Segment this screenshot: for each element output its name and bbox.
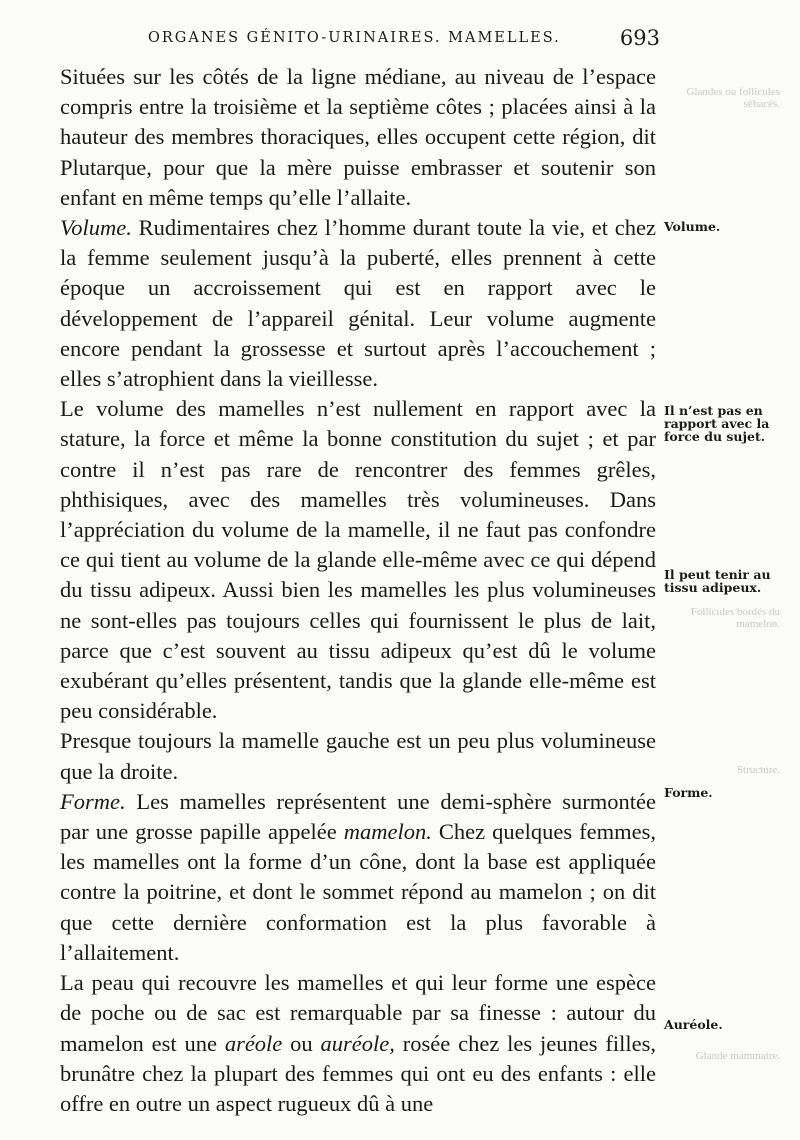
section-lead-forme: Forme. <box>60 788 126 814</box>
paragraph-text: Situées sur les côtés de la ligne médiane, au niveau de l’espace compris entre la troisième et la septième côtes ; placées ainsi à la hauteur des membres thoraciques, elles occupent cette région, dit Plutarque, pour que la mère puisse embrasser et soutenir son enfant en même temps qu’elle l’allaite. <box>60 64 656 210</box>
margin-note-adipeux: Il peut tenir au tissu adipeux. <box>664 567 771 595</box>
paragraph-text-after: Chez quelques femmes, les mamelles ont la forme d’un cône, dont la base est appliquée contre la poitrine, et dont le sommet répond au mamelon ; on dit que cette dernière conformation est la plus favorable à l’allaitement. <box>60 819 656 965</box>
paragraph-situation <box>60 62 656 213</box>
paragraph-text-mid: ou <box>282 1030 321 1056</box>
term-areole: aréole <box>224 1030 283 1056</box>
bleed-through-text: Follicules bordés du mamelon. <box>690 606 780 630</box>
page-number: 693 <box>619 26 660 50</box>
section-lead-volume: Volume. <box>60 215 132 241</box>
bleed-through-text: Glande mammaire. <box>695 1050 780 1062</box>
term-aureole: auréole, <box>320 1030 395 1056</box>
margin-note-areole: Auréole. <box>664 1017 723 1032</box>
paragraph-text-after: rosée chez les jeunes filles, brunâtre chez la plupart des femmes qui ont eu des enfants : elle offre en outre un aspect rugueux dû à une <box>60 1030 656 1116</box>
paragraph-forme <box>60 787 656 968</box>
paragraph-left-breast <box>60 726 656 786</box>
margin-note-rapport: Il n’est pas en rapport avec la force du sujet. <box>664 403 770 444</box>
margin-note-volume: Volume. <box>664 219 721 234</box>
paragraph-volume-stature <box>60 394 656 726</box>
running-title: ORGANES GÉNITO-URINAIRES. MAMELLES. <box>148 30 561 46</box>
paragraph-text: Rudimentaires chez l’homme durant toute la vie, et chez la femme seulement jusqu’à la puberté, elles prennent à cette époque un accroissement qui est en rapport avec le développement de l’appareil génital. Leur volume augmente encore pendant la grossesse et surtout après l’accouchement ; elles s’atrophient dans la vieillesse. <box>60 215 656 392</box>
margin-note-forme: Forme. <box>664 785 713 800</box>
paragraph-text: Les mamelles représentent une demi-sphère surmontée par une grosse papille appelée <box>60 788 656 845</box>
bleed-through-text: Glandes ou follicules sébacés. <box>686 86 780 110</box>
paragraph-text: Le volume des mamelles n’est nullement en rapport avec la stature, la force et même la bonne constitution du sujet ; et par contre il n’est pas rare de rencontrer des femmes grêles, phthisiques, avec des mamelles très volumineuses. Dans l’appréciation du volume de la mamelle, il ne faut pas confondre ce qui tient au volume de la glande elle-même avec ce qui dépend du tissu adipeux. Aussi bien les mamelles les plus volumineuses ne sont-elles pas toujours celles qui fournissent le plus de lait, parce que c’est souvent au tissu adipeux qu’est dû le volume exubérant qu’elles présentent, tandis que la glande elle-même est peu considérable. <box>60 396 656 724</box>
body-text <box>60 62 656 1119</box>
paragraph-volume <box>60 213 656 394</box>
bleed-through-text: Structure. <box>736 764 780 776</box>
paragraph-text: La peau qui recouvre les mamelles et qui leur forme une espèce de poche ou de sac est remarquable par sa finesse : autour du mamelon est une <box>60 970 656 1056</box>
term-mamelon: mamelon. <box>343 819 432 845</box>
paragraph-peau <box>60 968 656 1119</box>
paragraph-text: Presque toujours la mamelle gauche est un peu plus volumineuse que la droite. <box>60 728 656 784</box>
page-header <box>120 26 660 52</box>
